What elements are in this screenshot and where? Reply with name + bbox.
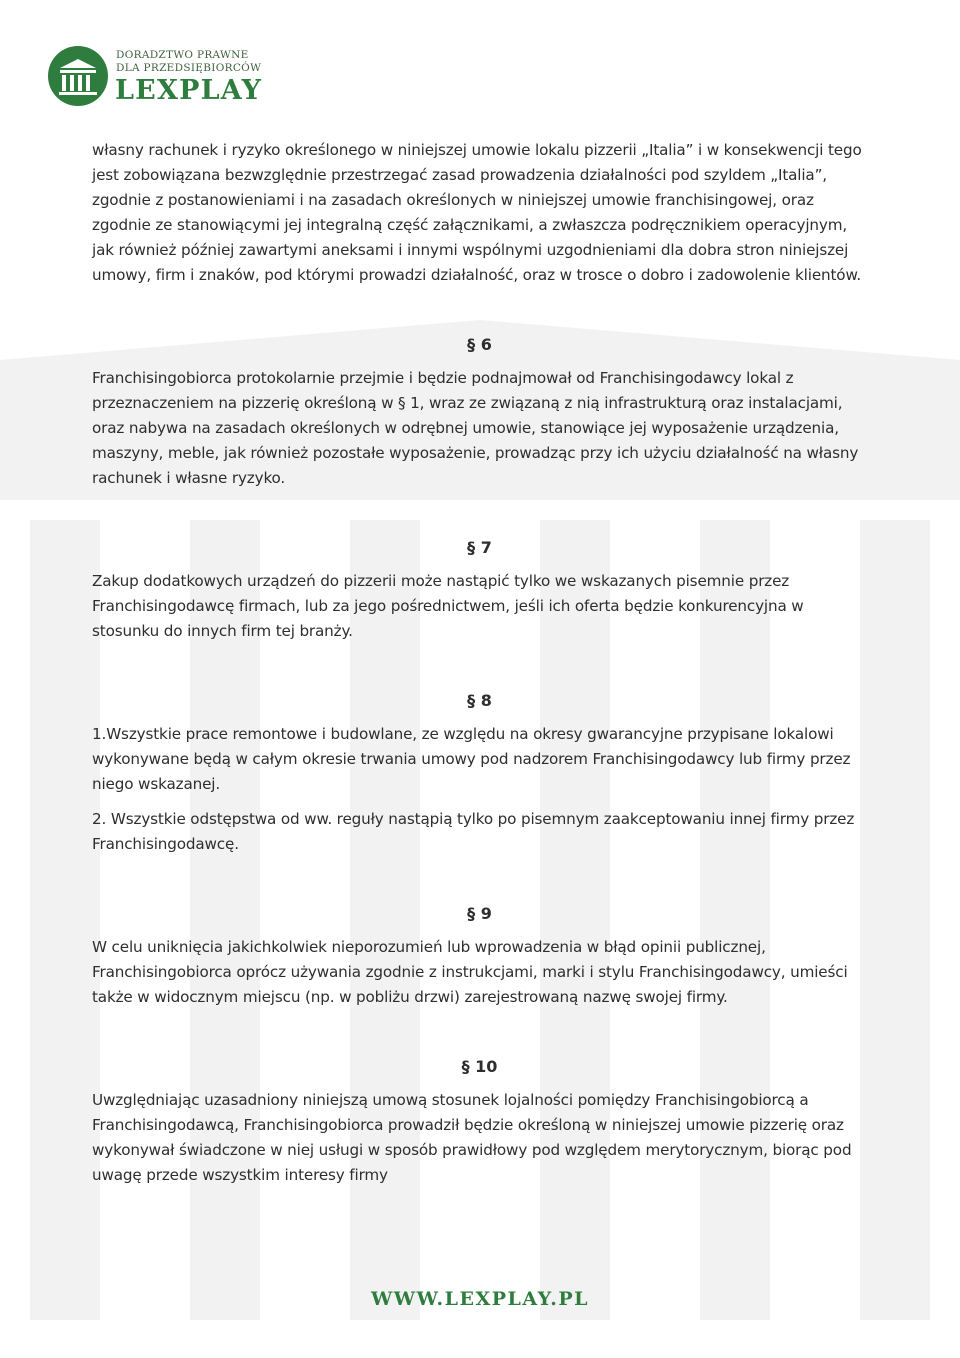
logo-tagline-2: DLA PRZEDSIĘBIORCÓW (116, 62, 262, 74)
intro-paragraph: własny rachunek i ryzyko określonego w niniejszej umowie lokalu pizzerii „Italia” i w konsekwencji tego jest zobowiązana bezwzględnie przestrzegać zasad prowadzenia działalności pod szyldem „Italia”, zgodnie z postanowieniami i na zasadach określonych w niniejszej umowie franchisingowej, oraz zgodnie ze stanowiącymi jej integralną część załącznikami, a zwłaszcza podręcznikiem operacyjnym, jak również później zawartymi aneksami i innymi wspólnymi uzgodnieniami dla dobra stron niniejszej umowy, firm i znaków, pod którymi prowadzi działalność, oraz w trosce o dobro i zadowolenie klientów. (92, 141, 862, 284)
section-8-paragraph-1: 1.Wszystkie prace remontowe i budowlane, ze względu na okresy gwarancyjne przypisane lokalowi wykonywane będą w całym okresie trwania umowy pod nadzorem Franchisingodawcy lub firmy przez niego wskazanej. (92, 725, 851, 793)
section-6-paragraph: Franchisingobiorca protokolarnie przejmie i będzie podnajmował od Franchisingodawcy lokal z przeznaczeniem na pizzerię określoną w § 1, wraz ze związaną z nią infrastrukturą oraz instalacjami, oraz nabywa na zasadach określonych w odrębnej umowie, stanowiące jej wyposażenie urządzenia, maszyny, meble, jak również pozostałe wyposażenie, prowadząc przy ich użyciu działalność na własny rachunek i własne ryzyko. (92, 369, 859, 487)
courthouse-icon (48, 46, 108, 106)
section-10-paragraph: Uwzględniając uzasadniony niniejszą umową stosunek lojalności pomiędzy Franchisingobiorcą a Franchisingodawcą, Franchisingobiorca prowadził będzie określoną w niniejszej umowie pizzerię oraz wykonywał świadczone w niej usługi w sposób prawidłowy pod względem merytorycznym, biorąc pod uwagę przede wszystkim interesy firmy (92, 1091, 852, 1184)
logo-tagline-1: DORADZTWO PRAWNE (116, 49, 249, 61)
section-9-paragraph: W celu uniknięcia jakichkolwiek nieporozumień lub wprowadzenia w błąd opinii publicznej, Franchisingobiorca oprócz używania zgodnie z instrukcjami, marki i stylu Franchisingodawcy, umieści także w widocznym miejscu (np. w pobliżu drzwi) zarejestrowaną nazwę swojej firmy. (92, 938, 848, 1006)
lexplay-logo[interactable] (48, 46, 268, 110)
section-9-heading: § 9 (467, 904, 492, 923)
document-body (92, 138, 867, 1188)
section-6-heading: § 6 (467, 335, 492, 354)
section-7-paragraph: Zakup dodatkowych urządzeń do pizzerii może nastąpić tylko we wskazanych pisemnie przez Franchisingodawcę firmach, lub za jego pośrednictwem, jeśli ich oferta będzie konkurencyjna w stosunku do innych firm tej branży. (92, 572, 804, 640)
logo-brand-name: LEXPLAY (115, 75, 263, 106)
section-8-heading: § 8 (467, 691, 492, 710)
section-7-heading: § 7 (467, 538, 492, 557)
footer-website-link[interactable]: WWW.LEXPLAY.PL (370, 1288, 590, 1310)
section-8-paragraph-2: 2. Wszystkie odstępstwa od ww. reguły nastąpią tylko po pisemnym zaakceptowaniu innej firmy przez Franchisingodawcę. (92, 810, 855, 853)
section-10-heading: § 10 (461, 1057, 498, 1076)
